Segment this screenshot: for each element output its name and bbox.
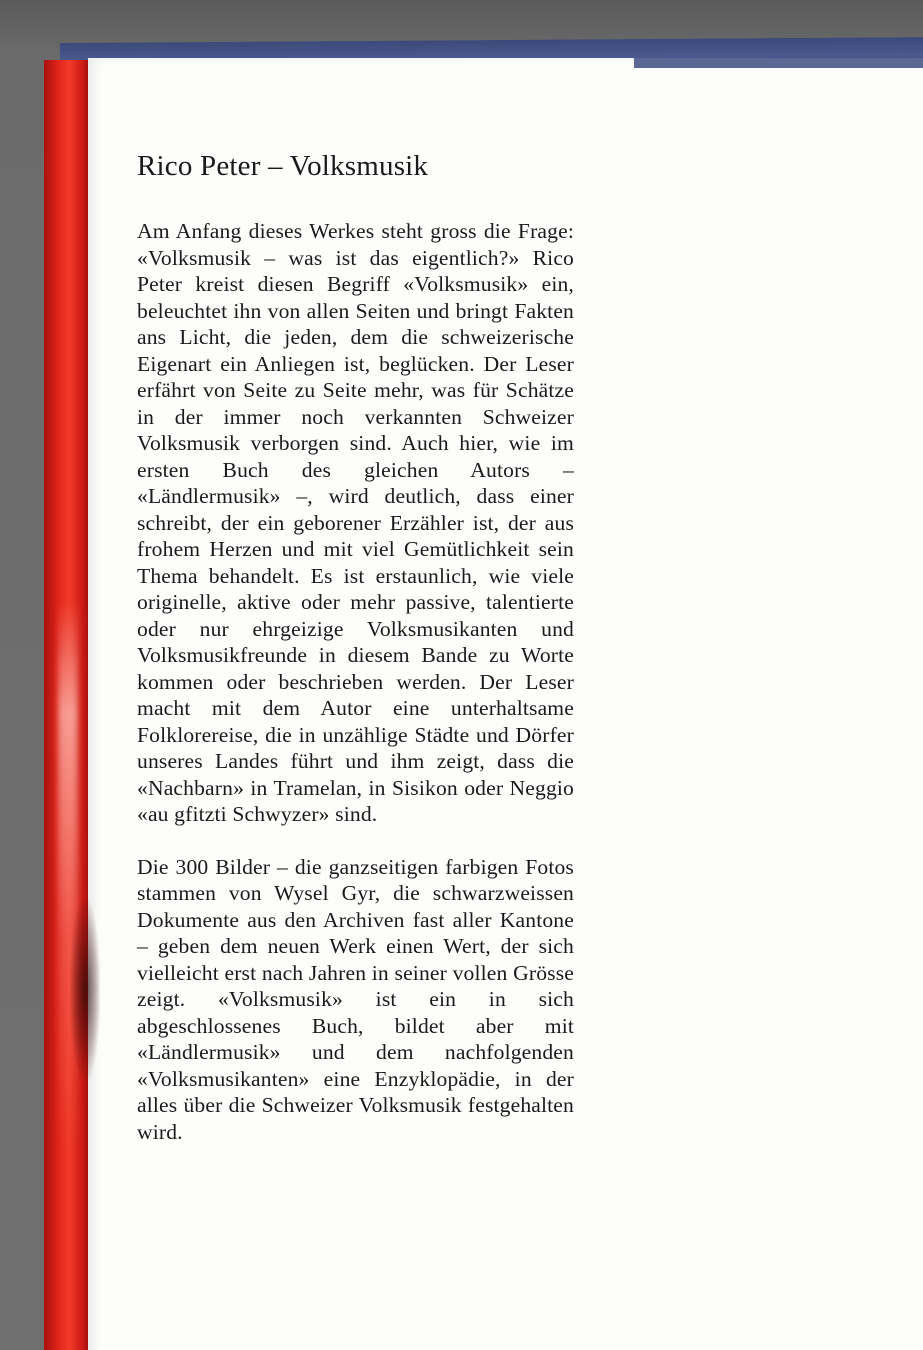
book-spine — [44, 60, 90, 1350]
blurb-paragraph-2: Die 300 Bilder – die ganzseitigen farbigen Fotos stammen von Wysel Gyr, die schwarzweissen Dokumente aus den Archiven fast aller Kantone – geben dem neuen Werk einen Wert, der sich vielleicht erst nach Jahren in seiner vollen Grösse zeigt. «Volksmusik» ist ein in sich abgeschlossenes Buch, bildet aber mit «Ländlermusik» und dem nachfolgenden «Volksmusikanten» eine Enzyklopädie, in der alles über die Schweizer Volksmusik festgehalten wird. — [137, 854, 574, 1144]
cover-board-corner — [634, 58, 923, 68]
book-title: Rico Peter – Volksmusik — [137, 150, 429, 182]
blurb-text-block — [137, 148, 574, 1145]
blurb-paragraph-1: Am Anfang dieses Werkes steht gross die Frage: «Volksmusik – was ist das eigentlich?» Rico Peter kreist diesen Begriff «Volksmusik» ein, beleuchtet ihn von allen Seiten und bringt Fakten ans Licht, die jeden, dem die schweizerische Eigenart ein Anliegen ist, beglücken. Der Leser erfährt von Seite zu Seite mehr, was für Schätze in der immer noch verkannten Schweizer Volksmusik verborgen sind. Auch hier, wie im ersten Buch des gleichen Autors – «Ländlermusik» –, wird deutlich, dass einer schreibt, der ein geborener Erzähler ist, der aus frohem Herzen und mit viel Gemütlichkeit sein Thema behandelt. Es ist erstaunlich, wie viele originelle, aktive oder mehr passive, talentierte oder nur ehrgeizige Volksmusikanten und Volksmusikfreunde in diesem Bande zu Worte kommen oder beschrieben werden. Der Leser macht mit dem Autor eine unterhaltsame Folklorereise, die in unzählige Städte und Dörfer unseres Landes führt und ihm zeigt, dass die «Nachbarn» in Tramelan, in Sisikon oder Neggio «au gfitzti Schwyzer» sind. — [137, 219, 574, 826]
spine-shadow — [70, 900, 100, 1080]
